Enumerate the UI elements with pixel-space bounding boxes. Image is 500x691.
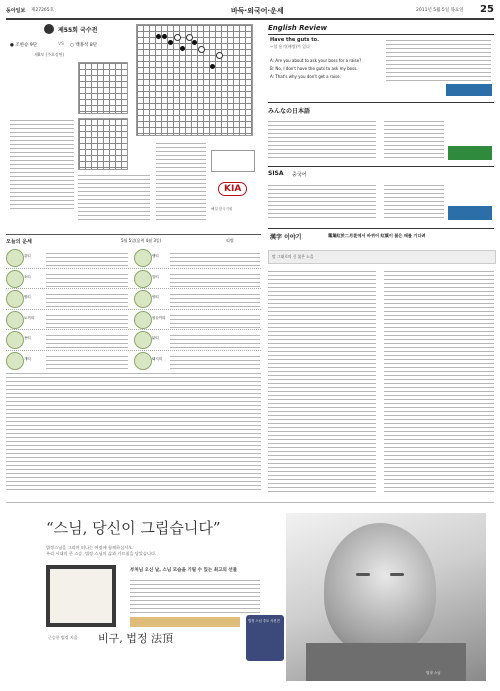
english-bullet-2: B: No, I don't have the guts to ask my boss. xyxy=(270,66,358,71)
book-cover xyxy=(50,569,112,623)
pig-icon xyxy=(134,352,152,370)
memorial-badge: 법정 스님 추모 사진전 xyxy=(246,615,284,661)
small-board-diagram xyxy=(78,118,128,170)
ad-headline: “스님, 당신이 그립습니다” xyxy=(46,519,221,537)
page-number: 25 xyxy=(480,4,494,15)
dog-icon xyxy=(6,352,24,370)
hanja-headline: 霜葉紅於二月花에서 바뀌어 紅葉이 붉은 때를 기다려 xyxy=(328,233,426,238)
english-review-section xyxy=(268,22,494,100)
baduk-commentary-text xyxy=(78,172,150,220)
baduk-commentary-text xyxy=(156,140,206,220)
player-white: ○ 백홍석 8단 xyxy=(70,43,98,48)
horoscope-date: 5월 5일(음력 4월 3일) xyxy=(121,238,162,243)
baduk-title: 제55회 국수전 xyxy=(58,27,98,34)
book-advertisement xyxy=(6,505,494,687)
dragon-icon xyxy=(6,331,24,349)
monk-photo xyxy=(286,513,486,681)
rooster-icon xyxy=(134,331,152,349)
kia-logo: KIA xyxy=(218,182,247,196)
chinese-subtitle: 중국어 xyxy=(292,172,307,178)
baduk-column xyxy=(6,22,261,232)
rat-icon xyxy=(6,249,24,267)
ad-body-line-1: 법정스님을 그리며 떠나는 여정에 함께하십시오. xyxy=(46,545,134,550)
japanese-section xyxy=(268,102,494,164)
chinese-text xyxy=(268,182,376,218)
chinese-title: SISA xyxy=(268,170,284,177)
horse-icon xyxy=(134,270,152,288)
hanja-intro-box: 말 그대로의 신 붉은 노을 xyxy=(268,250,496,264)
chinese-section xyxy=(268,166,494,226)
horoscope-row-rat: 쥐띠 뱀띠 xyxy=(6,248,261,269)
baduk-commentary-text xyxy=(10,117,74,212)
horoscope-title: 오늘의 운세 xyxy=(6,239,32,245)
baduk-credit: 해설 한국기원 xyxy=(211,207,233,211)
versus-label: VS xyxy=(58,42,64,47)
ox-icon xyxy=(6,270,24,288)
ad-description-text xyxy=(130,577,260,613)
baduk-logo-icon xyxy=(44,24,54,34)
ad-divider xyxy=(6,502,494,503)
hanja-body-text xyxy=(268,268,376,493)
book-caption: 근승한 법정 지음 xyxy=(48,635,78,640)
player-black: ● 조한승 9단 xyxy=(10,43,38,48)
japanese-text xyxy=(268,118,376,158)
horoscope-row-dragon: 용띠 닭띠 xyxy=(6,330,261,351)
english-sponsor-badge xyxy=(446,84,492,96)
chinese-text xyxy=(384,182,444,218)
japanese-title: みんなの日本語 xyxy=(268,108,311,115)
chinese-sponsor-badge xyxy=(448,206,492,220)
english-bullet-1: A: Are you about to ask your boss for a raise? xyxy=(270,58,362,63)
japanese-sponsor-badge xyxy=(448,146,492,160)
snake-icon xyxy=(134,249,152,267)
horoscope-row-ox: 소띠 말띠 xyxy=(6,269,261,290)
hanja-section xyxy=(268,228,494,498)
section-title: 바둑·외국어·운세 xyxy=(231,7,284,15)
sponsor-logo xyxy=(211,150,255,172)
ad-body-line-2: 우리 시대의 큰 스승, 법정 스님의 삶과 가르침을 담았습니다. xyxy=(46,551,157,556)
english-title: English Review xyxy=(268,24,328,32)
horoscope-subtitle: 띠별 xyxy=(226,238,234,243)
horoscope-section xyxy=(6,234,261,499)
small-board-diagram xyxy=(78,62,128,114)
hanja-title: 漢字 이야기 xyxy=(270,234,302,241)
photo-caption: 법정 스님 xyxy=(426,671,441,675)
issue-number: 제27265호 xyxy=(31,8,55,13)
page-header xyxy=(6,4,494,20)
horoscope-row-dog: 개띠 돼지띠 xyxy=(6,351,261,372)
english-notes xyxy=(386,37,491,82)
english-bullet-3: A: That's why you don't get a raise. xyxy=(270,74,341,79)
hanja-body-text xyxy=(384,268,494,493)
sheep-icon xyxy=(134,290,152,308)
tiger-icon xyxy=(6,290,24,308)
english-subline: ~할 용기(배짱)가 있다 xyxy=(270,44,310,49)
book-title: 비구, 법정 法頂 xyxy=(98,632,173,645)
ad-highlight-text xyxy=(130,617,240,627)
horoscope-row-rabbit: 토끼띠 원숭이띠 xyxy=(6,310,261,331)
paper-name: 동아일보 xyxy=(6,8,26,14)
issue-date: 2011년 5월 5일 목요일 xyxy=(416,8,464,13)
horoscope-extra-text xyxy=(6,370,261,490)
japanese-text xyxy=(384,118,444,158)
rabbit-icon xyxy=(6,311,24,329)
baduk-caption: 제8보 (주요장면) xyxy=(34,52,65,57)
monkey-icon xyxy=(134,311,152,329)
book-subtitle: 부처님 오신 날, 스님 모습을 기릴 수 있는 최고의 선물 xyxy=(130,568,238,573)
english-headline: Have the guts to. xyxy=(270,37,320,43)
horoscope-row-tiger: 범띠 양띠 xyxy=(6,289,261,310)
